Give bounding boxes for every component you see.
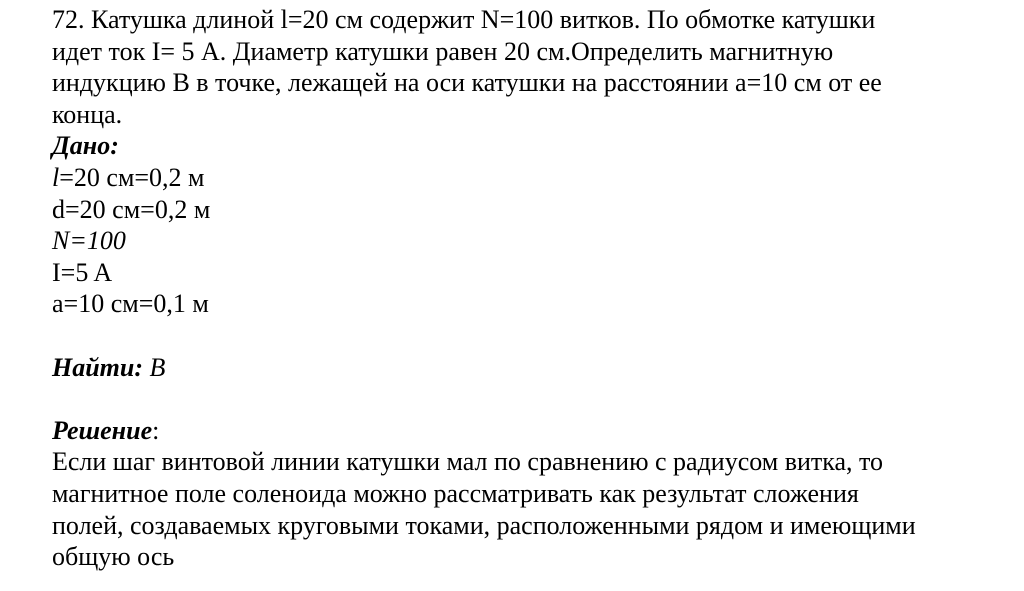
find-line xyxy=(52,352,1012,384)
given-heading: Дано: xyxy=(52,131,119,161)
document-page xyxy=(52,4,1012,573)
solution-heading-line xyxy=(52,415,1012,447)
spacer xyxy=(52,383,1012,415)
problem-line-3: индукцию В в точке, лежащей на оси катушки на расстоянии a=10 см от ее xyxy=(52,68,882,98)
given-turns: N=100 xyxy=(52,226,126,256)
find-target: В xyxy=(143,352,166,382)
length-value: =20 см=0,2 м xyxy=(59,162,205,192)
solution-line-2: магнитное поле соленоида можно рассматривать как результат сложения xyxy=(52,478,859,508)
solution-line-4: общую ось xyxy=(52,542,175,572)
length-symbol: l xyxy=(52,162,60,192)
spacer xyxy=(52,320,1012,352)
solution-heading: Решение xyxy=(52,415,153,445)
solution-colon: : xyxy=(152,415,160,445)
solution-line-3: полей, создаваемых круговыми токами, расположенными рядом и имеющими xyxy=(52,510,916,540)
given-current: I=5 A xyxy=(52,257,113,287)
problem-line-1: 72. Катушка длиной l=20 см содержит N=100 витков. По обмотке катушки xyxy=(52,5,876,34)
problem-line-2: идет ток I= 5 А. Диаметр катушки равен 20 см.Определить магнитную xyxy=(52,36,834,66)
given-diameter: d=20 см=0,2 м xyxy=(52,194,211,224)
solution-line-1: Если шаг винтовой линии катушки мал по сравнению с радиусом витка, то xyxy=(52,447,884,477)
problem-line-4: конца. xyxy=(52,99,123,129)
find-heading: Найти: xyxy=(52,352,144,382)
given-length xyxy=(52,162,1012,194)
given-distance: a=10 см=0,1 м xyxy=(52,289,209,319)
